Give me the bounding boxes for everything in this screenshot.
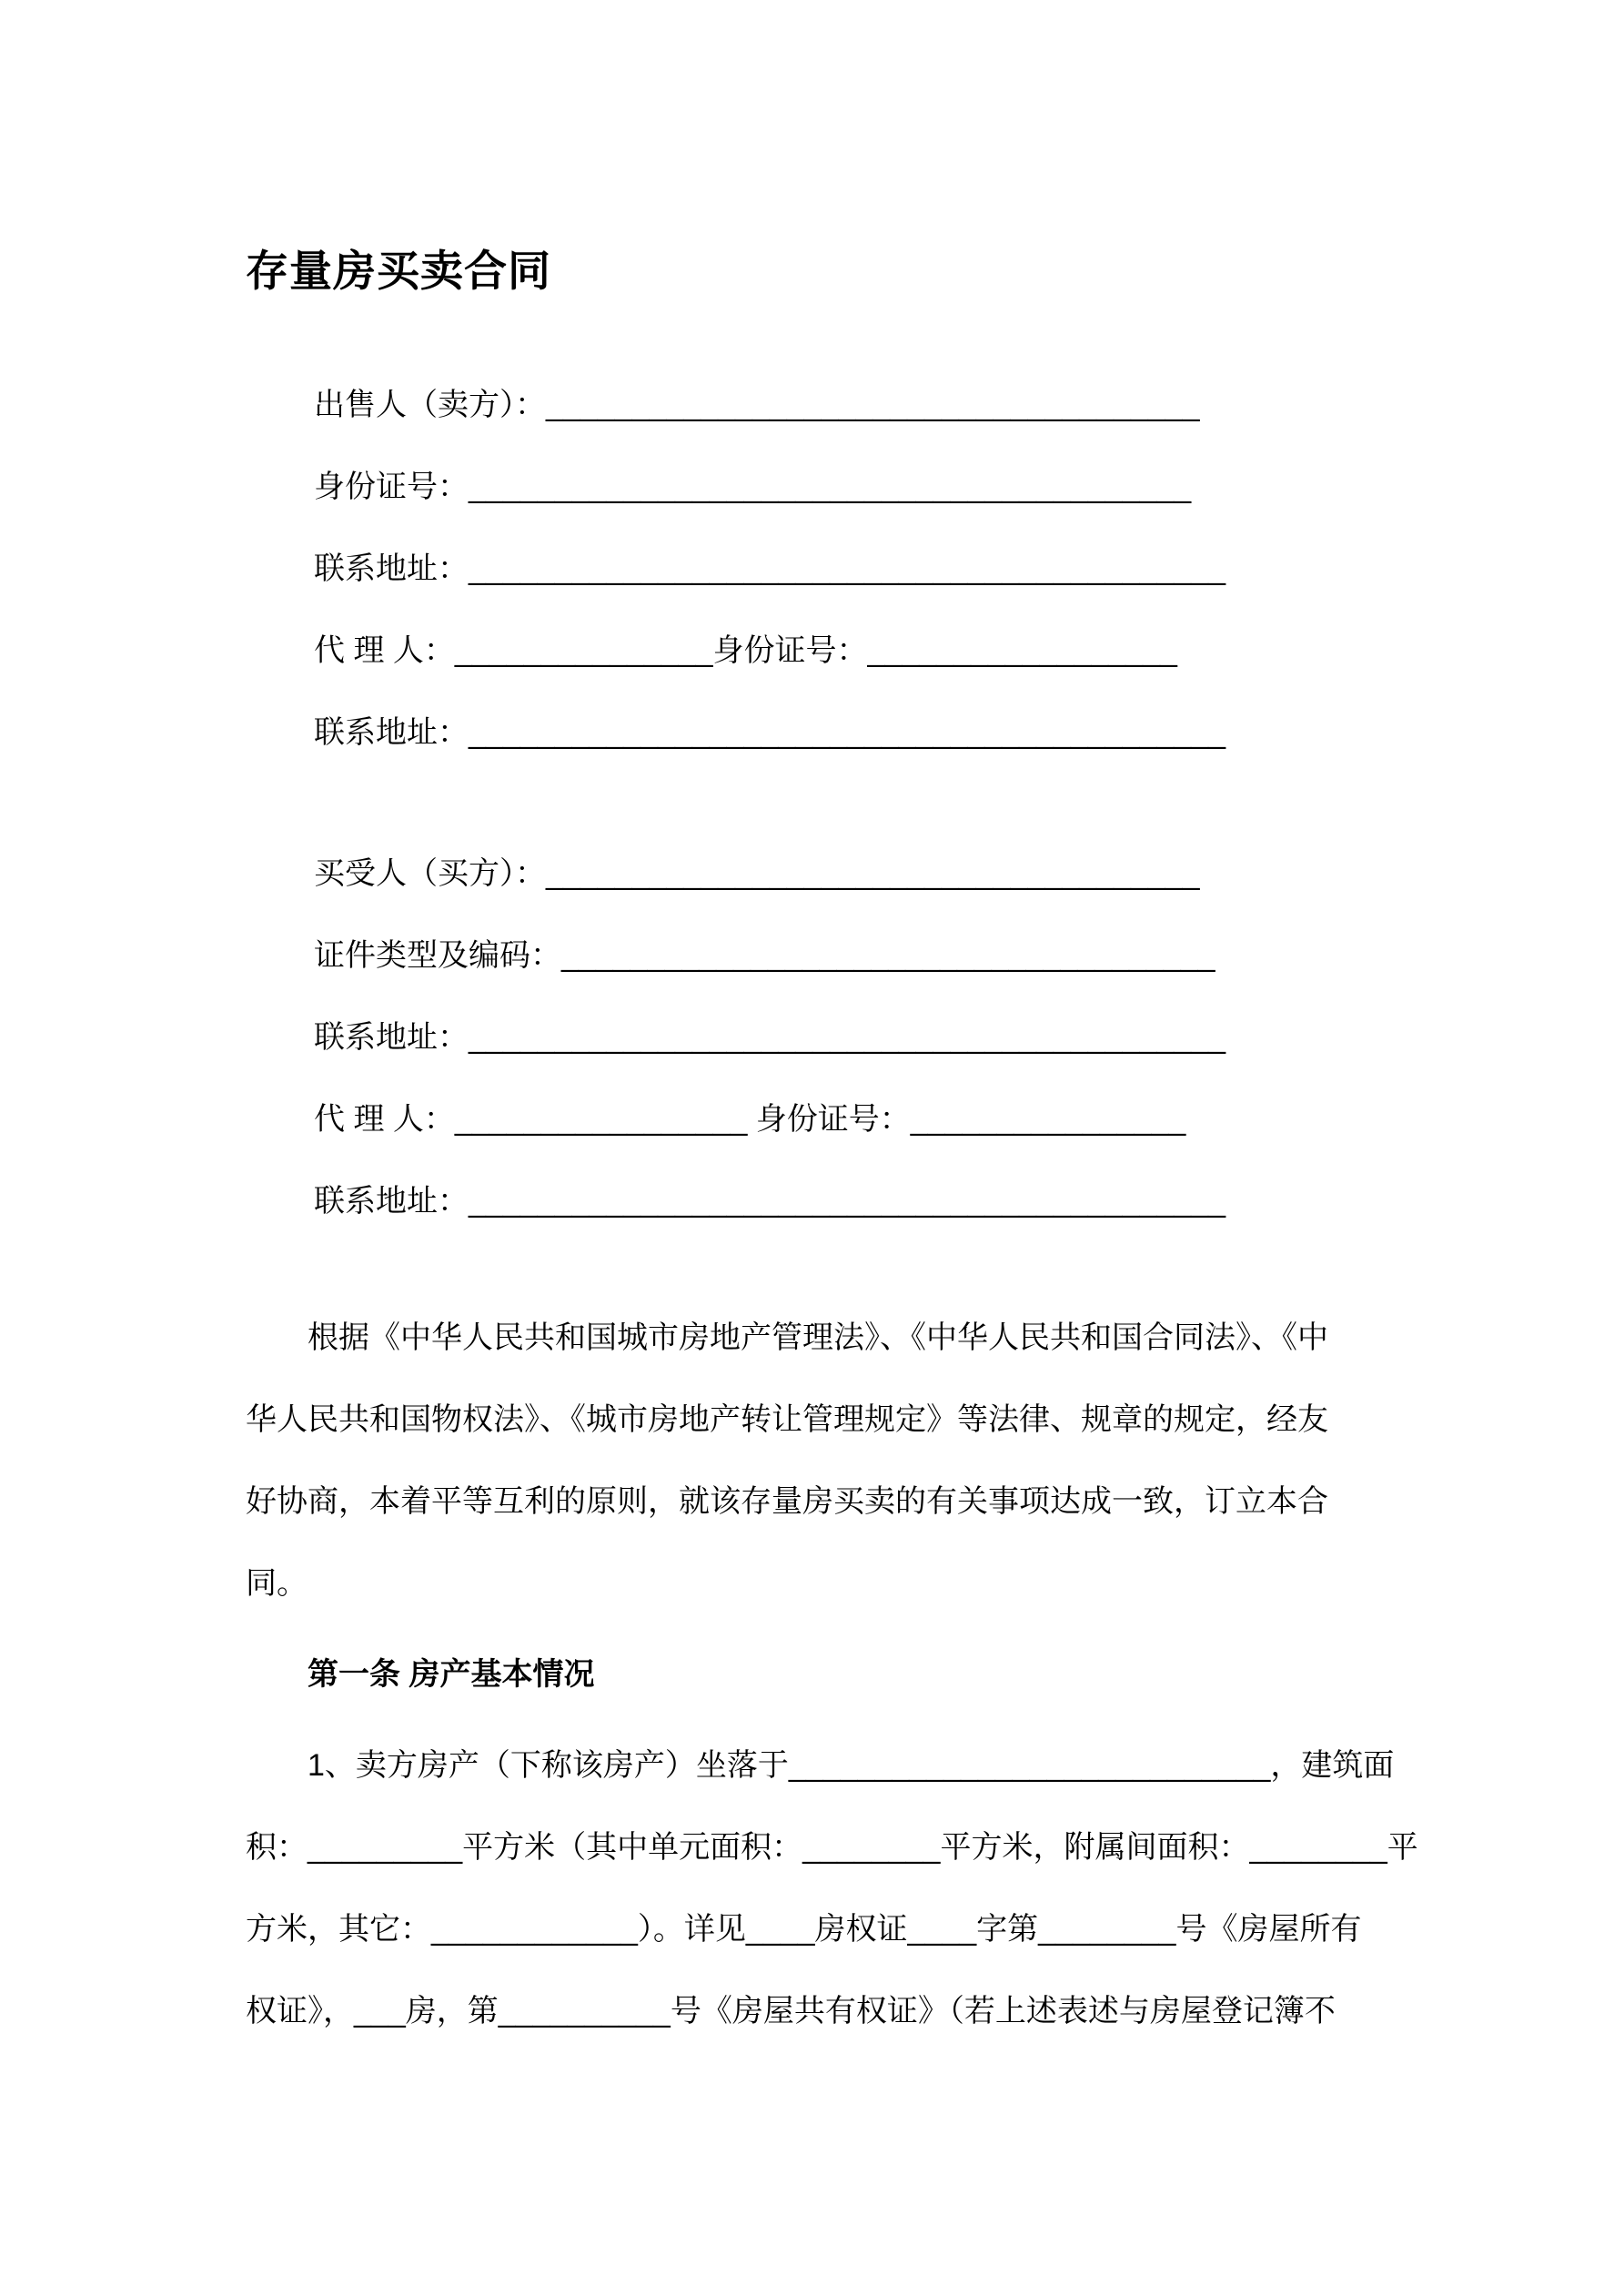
section-1-heading: 第一条 房产基本情况 [308,1657,595,1692]
preamble-paragraph [246,1297,1387,1624]
preamble-line: 同。 [246,1566,308,1601]
block-spacer [246,774,1387,833]
buyer-agent-address-line: 联系地址：____________________________________________ [314,1184,1226,1219]
preamble-line: 华人民共和国物权法》、《城市房地产转让管理规定》等法律、规章的规定，经友 [246,1402,1328,1437]
document-title: 存量房买卖合同 [246,247,551,295]
buyer-info-block [246,833,1387,1242]
seller-agent-line: 代 理 人：_______________身份证号：__________________ [314,633,1177,668]
preamble-line: 好协商，本着平等互利的原则，就该存量房买卖的有关事项达成一致，订立本合 [246,1484,1328,1519]
seller-id-line: 身份证号：__________________________________________ [314,470,1192,504]
seller-info-block [246,364,1387,774]
seller-name-line: 出售人（卖方）：______________________________________ [314,388,1200,422]
preamble-line: 根据《中华人民共和国城市房地产管理法》、《中华人民共和国合同法》、《中 [308,1320,1328,1355]
clause-line: 方米，其它：____________）。详见____房权证____字第________号《房屋所有 [246,1912,1362,1947]
buyer-agent-line: 代 理 人：_________________ 身份证号：________________ [314,1102,1186,1137]
clause-line: 积：_________平方米（其中单元面积：________平方米，附属间面积：________平 [246,1830,1418,1865]
clause-line: 权证》，___房，第__________号《房屋共有权证》（若上述表述与房屋登记簿不 [246,1994,1336,2028]
buyer-name-line: 买受人（买方）：______________________________________ [314,856,1200,891]
clause-line: 1、卖方房产（下称该房产）坐落于____________________________，建筑面 [308,1748,1395,1783]
clause-1-paragraph [246,1725,1418,2052]
buyer-address-line: 联系地址：____________________________________________ [314,1020,1226,1055]
buyer-cert-line: 证件类型及编码：______________________________________ [314,938,1215,973]
seller-agent-address-line: 联系地址：____________________________________________ [314,715,1226,750]
seller-address-line: 联系地址：____________________________________________ [314,551,1226,586]
paragraph-spacer [246,1242,1387,1297]
